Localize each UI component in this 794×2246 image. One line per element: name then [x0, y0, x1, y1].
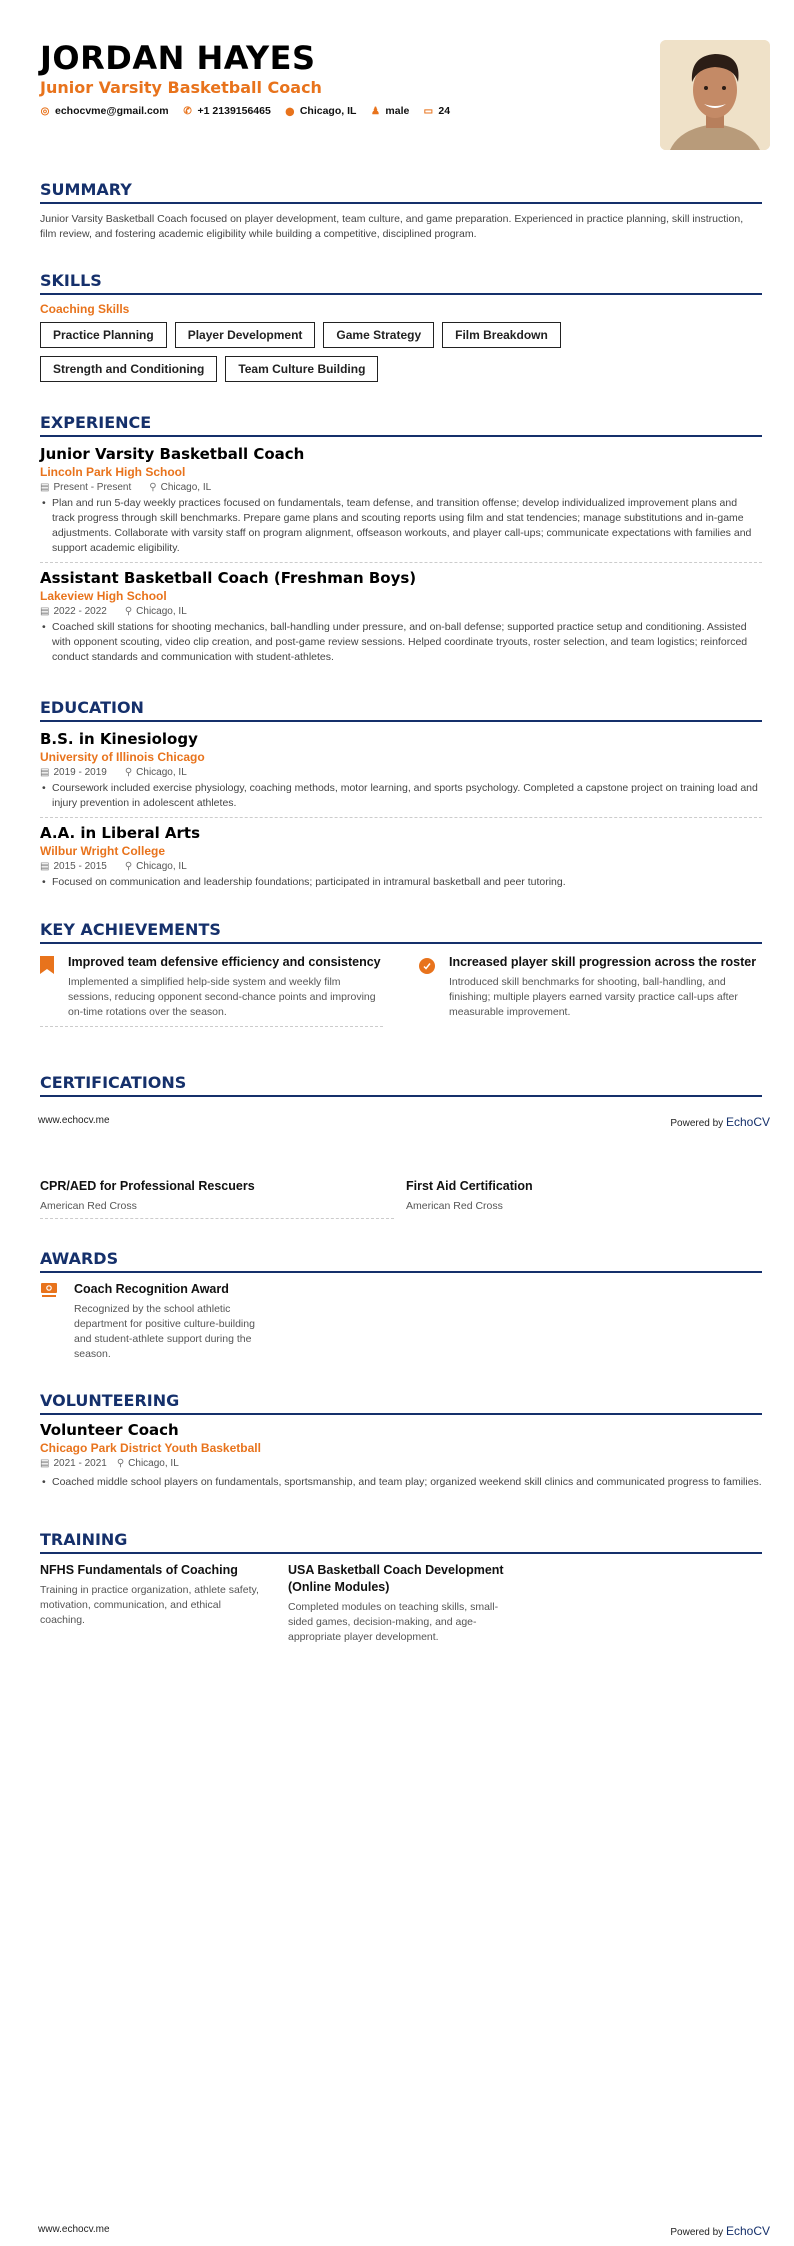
page-footer: www.echocv.me Powered by EchoCV: [38, 1115, 770, 1129]
section-heading: SKILLS: [40, 271, 762, 295]
calendar-icon: ▤: [40, 482, 50, 493]
degree: A.A. in Liberal Arts: [40, 824, 201, 842]
job-bullet: • Coached skill stations for shooting mechanics, ball-handling under pressure, and on-ball defense; supported practice setup and conditioning. Assisted with opponent scouting, video clip creation, and post-game review sessions. Helped coordinate tryouts, roster selection, and team logistics; reinforced conduct standards and communication with student-athletes.: [40, 620, 762, 665]
at-icon: ◎: [40, 105, 50, 117]
training-section: [40, 1530, 762, 1645]
job-title: Assistant Basketball Coach (Freshman Boys): [40, 569, 417, 587]
volunteering-section: [40, 1391, 762, 1490]
page-footer-bottom: www.echocv.me Powered by EchoCV: [38, 2224, 770, 2238]
candidate-title: Junior Varsity Basketball Coach: [40, 78, 322, 97]
training-item: NFHS Fundamentals of Coaching Training in practice organization, athlete safety, motivation, communication, and ethical coaching.: [40, 1563, 259, 1626]
skill-chip: Film Breakdown: [442, 322, 561, 348]
certifications-section: [40, 1073, 762, 1097]
summary-section: [40, 180, 762, 242]
contact-phone[interactable]: ✆ +1 2139156465: [183, 105, 271, 117]
summary-text: Junior Varsity Basketball Coach focused on player development, team culture, and game preparation. Experienced in practice planning, skill instruction, film review, and fostering academic eligibility while building a competitive, disciplined program.: [40, 213, 744, 240]
person-portrait-icon: [660, 40, 770, 150]
location-icon: ⚲: [124, 861, 133, 872]
job-dates: Present - Present: [53, 482, 132, 493]
skill-chip: Strength and Conditioning: [40, 356, 217, 382]
section-heading: CERTIFICATIONS: [40, 1073, 762, 1097]
award-ticket-icon: [40, 1283, 58, 1299]
section-heading: AWARDS: [40, 1249, 762, 1273]
location-icon: ⚲: [124, 606, 133, 617]
experience-item: [40, 437, 762, 563]
location-icon: ⚲: [116, 1458, 125, 1469]
achievements-section: [40, 920, 762, 1027]
calendar-icon: ▤: [40, 861, 50, 872]
contact-age: ▭ 24: [423, 105, 451, 117]
section-heading: TRAINING: [40, 1530, 762, 1554]
training-item: USA Basketball Coach Development (Online Modules) Completed modules on teaching skills, small-sided games, decision-making, and age-appropriate player development.: [288, 1563, 504, 1643]
section-heading: VOLUNTEERING: [40, 1391, 762, 1415]
education-item: A.A. in Liberal Arts Wilbur Wright College ▤ 2015 - 2015 ⚲ Chicago, IL • Focused on communication and leadership foundations; participated in intramural basketball and peer tutoring.: [40, 818, 762, 896]
location-icon: ⬤: [285, 106, 295, 116]
experience-item: [40, 563, 762, 671]
contact-gender: ♟ male: [370, 105, 410, 117]
brand-link[interactable]: EchoCV: [725, 2224, 770, 2238]
experience-section: [40, 413, 762, 671]
job-bullet: • Plan and run 5-day weekly practices focused on fundamentals, team defense, and transition offense; develop individualized improvement plans and track progress through skill benchmarks. Prepare game plans and scouting reports using film and stat tendencies; manage substitutions and in-game adjustments. Collaborate with varsity staff on program alignment, offseason workouts, and player call-ups; communicate expectations with families and support academic eligibility.: [40, 496, 762, 556]
footer-url[interactable]: www.echocv.me: [38, 2224, 110, 2235]
location-icon: ⚲: [124, 767, 133, 778]
contact-location: ⬤ Chicago, IL: [285, 105, 357, 117]
section-heading: EXPERIENCE: [40, 413, 762, 437]
education-bullet: • Focused on communication and leadership foundations; participated in intramural basketball and peer tutoring.: [40, 875, 762, 890]
awards-section: [40, 1249, 762, 1362]
achievement-item: Improved team defensive efficiency and consistency Implemented a simplified help-side system and weekly film sessions, reducing opponent second-chance points and improving on-time rotations over the season.: [40, 954, 383, 1027]
job-dates: 2022 - 2022: [53, 606, 107, 617]
skills-section: [40, 271, 762, 382]
education-section: [40, 698, 762, 896]
profile-photo: [660, 40, 770, 150]
education-item: B.S. in Kinesiology University of Illinois Chicago ▤ 2019 - 2019 ⚲ Chicago, IL • Coursework included exercise physiology, coaching methods, motor learning, and sports psychology. Completed a capstone project on training load and injury prevention in adolescent athletes.: [40, 722, 762, 818]
location-icon: ⚲: [149, 482, 157, 493]
volunteer-item: Volunteer Coach Chicago Park District Youth Basketball ▤ 2021 - 2021 ⚲ Chicago, IL • Coached middle school players on fundamentals, sportsmanship, and team play; organized weekend skill clinics and communicated progress to families.: [40, 1415, 762, 1490]
footer-url[interactable]: www.echocv.me: [38, 1115, 110, 1126]
job-location: Chicago, IL: [136, 606, 187, 617]
education-bullet: • Coursework included exercise physiology, coaching methods, motor learning, and sports psychology. Completed a capstone project on training load and injury prevention in adolescent athletes.: [40, 781, 762, 811]
skill-group-title: Coaching Skills: [40, 302, 130, 316]
certification-item: First Aid Certification American Red Cross: [406, 1179, 533, 1212]
person-icon: ♟: [370, 105, 380, 117]
phone-icon: ✆: [183, 105, 192, 117]
school: University of Illinois Chicago: [40, 750, 205, 764]
check-circle-icon: [419, 958, 435, 974]
skill-chip: Practice Planning: [40, 322, 167, 348]
skill-chip: Team Culture Building: [225, 356, 378, 382]
skill-chip: Game Strategy: [323, 322, 434, 348]
certification-item: CPR/AED for Professional Rescuers American Red Cross: [40, 1178, 394, 1219]
calendar-icon: ▤: [40, 767, 50, 778]
calendar-icon: ▤: [40, 1458, 50, 1469]
resume-header: [40, 40, 762, 117]
school: Wilbur Wright College: [40, 844, 165, 858]
section-heading: SUMMARY: [40, 180, 762, 204]
section-heading: KEY ACHIEVEMENTS: [40, 920, 762, 944]
contact-list: [40, 105, 762, 117]
job-location: Chicago, IL: [160, 482, 212, 493]
contact-email[interactable]: ◎ echocvme@gmail.com: [40, 105, 169, 117]
section-heading: EDUCATION: [40, 698, 762, 722]
achievement-item: Increased player skill progression across the roster Introduced skill benchmarks for shooting, ball-handling, and finishing; multiple players earned varsity practice call-ups after measurable improvement.: [419, 954, 762, 1027]
certifications-list: [40, 1178, 762, 1219]
calendar-icon: ▤: [40, 606, 50, 617]
job-title: Junior Varsity Basketball Coach: [40, 445, 305, 463]
skill-chip: Player Development: [175, 322, 316, 348]
bookmark-icon: [40, 956, 54, 974]
employer: Lakeview High School: [40, 589, 167, 603]
brand-link[interactable]: EchoCV: [725, 1115, 770, 1129]
candidate-name: JORDAN HAYES: [40, 39, 316, 77]
calendar-icon: ▭: [423, 105, 434, 117]
degree: B.S. in Kinesiology: [40, 730, 198, 748]
employer: Lincoln Park High School: [40, 465, 186, 479]
skill-chips: [40, 322, 640, 382]
award-item: Coach Recognition Award Recognized by the school athletic department for positive culture-building and student-athlete support during the season.: [40, 1281, 762, 1362]
